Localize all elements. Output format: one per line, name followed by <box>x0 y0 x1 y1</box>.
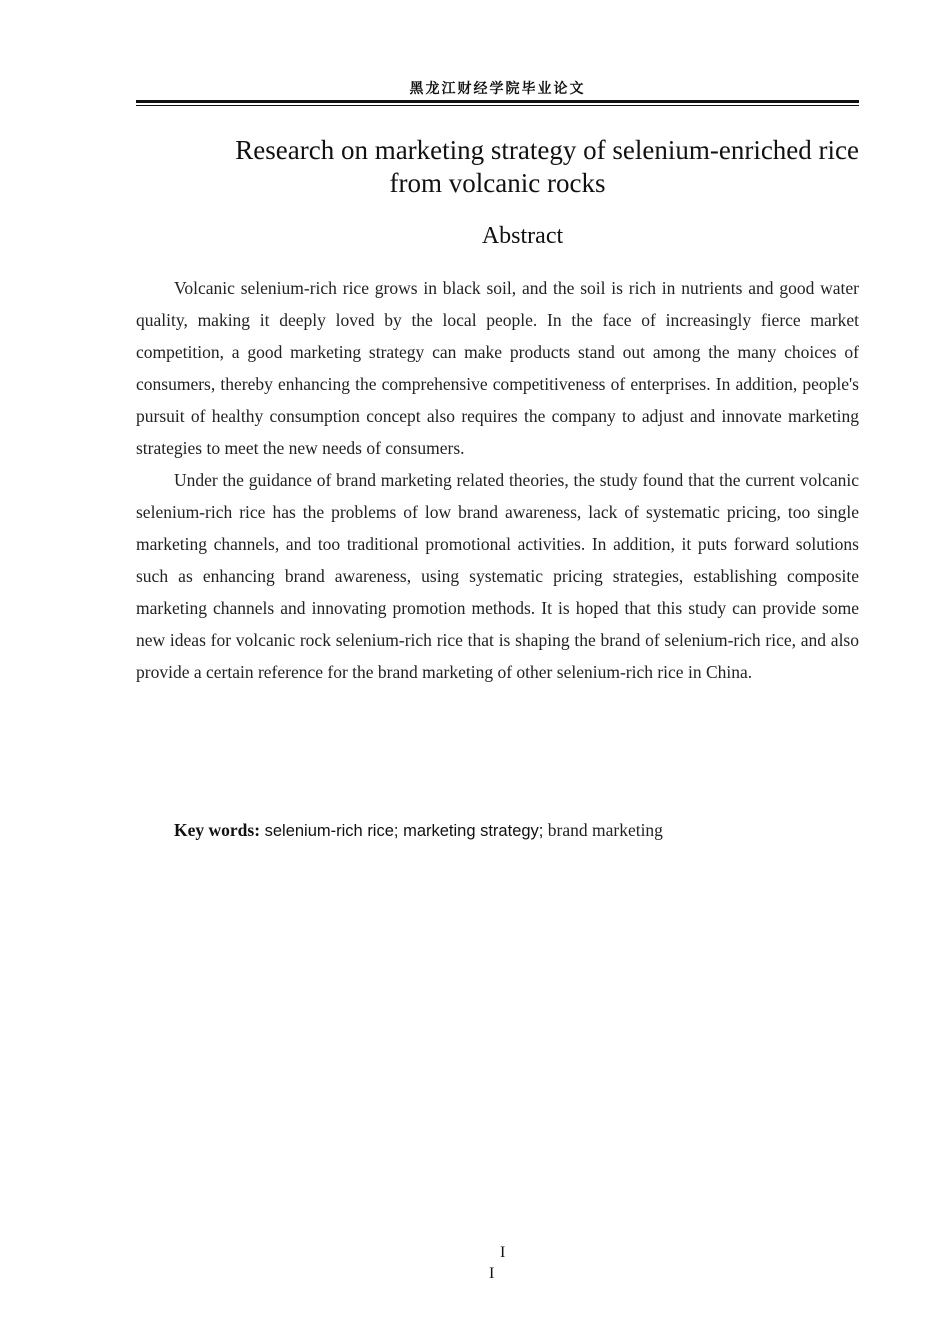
abstract-body <box>136 272 859 688</box>
abstract-heading: Abstract <box>481 223 564 249</box>
header-rule-thick <box>136 100 859 103</box>
keywords-label: Key words: <box>174 820 261 840</box>
running-header: 黑龙江财经学院毕业论文 <box>409 81 586 97</box>
page-number-duplicate: I <box>489 1265 495 1282</box>
abstract-paragraph-2: Under the guidance of brand marketing related theories, the study found that the current volcanic selenium-rich rice has the problems of low brand awareness, lack of systematic pricing, too single marketing channels, and too traditional promotional activities. In addition, it puts forward solutions such as enhancing brand awareness, using systematic pricing strategies, establishing composite marketing channels and innovating promotion methods. It is hoped that this study can provide some new ideas for volcanic rock selenium-rich rice that is shaping the brand of selenium-rich rice, and also provide a certain reference for the brand marketing of other selenium-rich rice in China. <box>136 470 859 682</box>
keywords-list-primary: selenium-rich rice; marketing strategy; <box>260 822 544 840</box>
abstract-paragraph-1: Volcanic selenium-rich rice grows in black soil, and the soil is rich in nutrients and good water quality, making it deeply loved by the local people. In the face of increasingly fierce market competition, a good marketing strategy can make products stand out among the many choices of consumers, thereby enhancing the comprehensive competitiveness of enterprises. In addition, people's pursuit of healthy consumption concept also requires the company to adjust and innovate marketing strategies to meet the new needs of consumers. <box>136 278 859 458</box>
paper-title <box>136 134 859 200</box>
header-rule-thin <box>136 105 859 106</box>
keywords-line <box>174 816 663 845</box>
page-number: I <box>500 1244 506 1261</box>
paper-title-line-1: Research on marketing strategy of selenium-enriched rice <box>235 135 859 165</box>
keywords-list-secondary: brand marketing <box>543 820 663 840</box>
paper-title-line-2: from volcanic rocks <box>389 168 606 198</box>
